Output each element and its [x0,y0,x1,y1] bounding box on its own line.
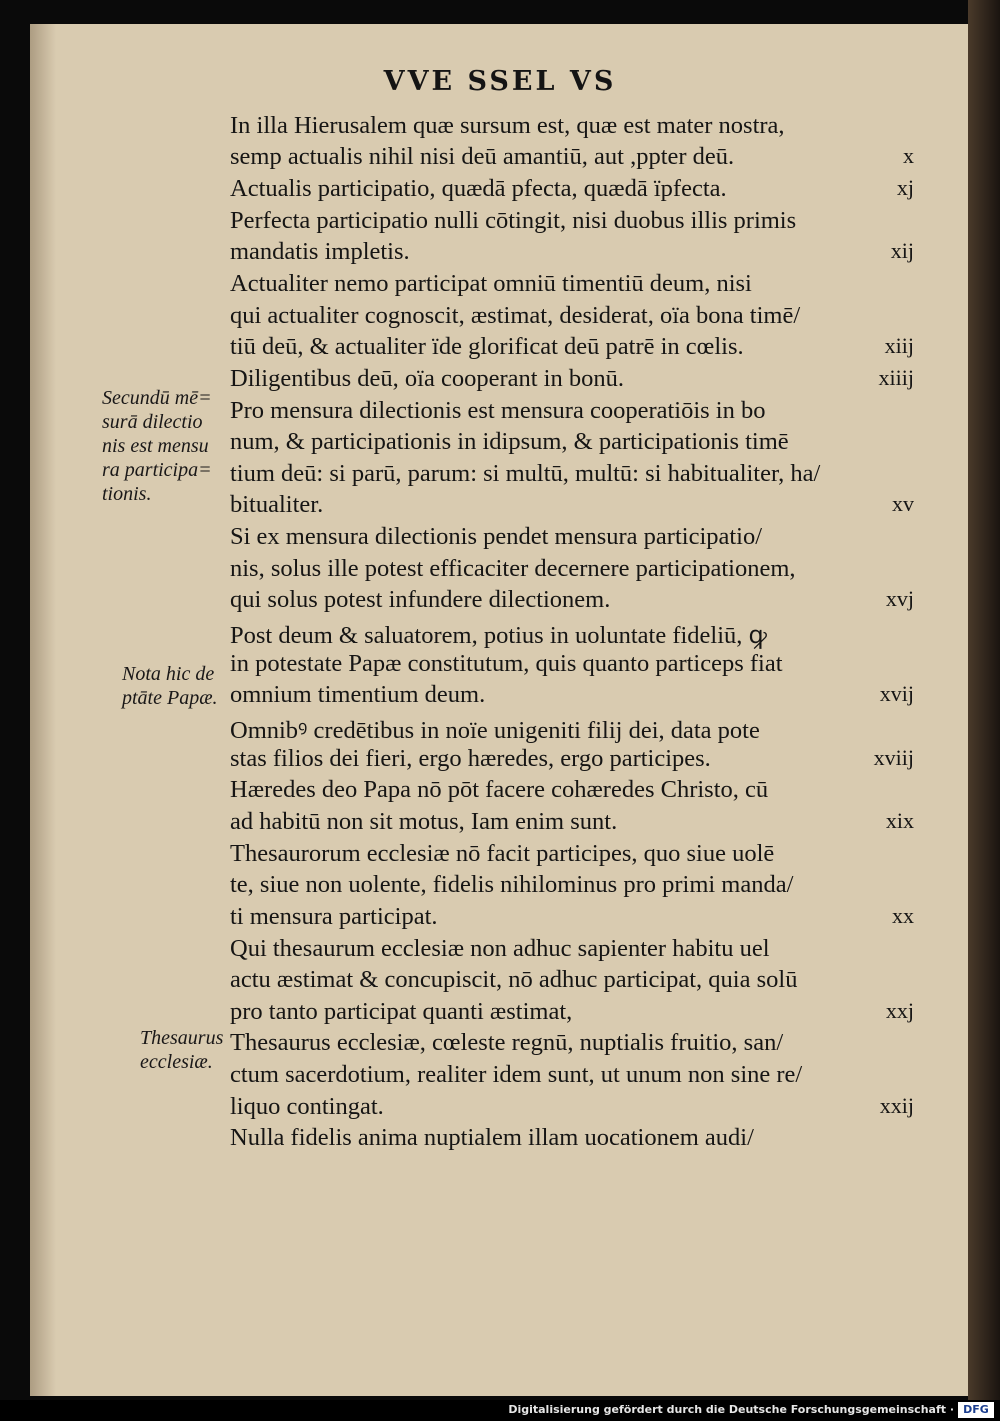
text-line: Thesaurus ecclesiæ, cœleste regnū, nuptialis fruitio, san/ [230,1029,784,1056]
page-gutter-shadow [30,24,56,1396]
text-line: mandatis impletis. xij [230,238,914,265]
text-line: ti mensura participat. xx [230,903,914,930]
text-line: te, siue non uolente, fidelis nihilominus pro primi manda/ [230,871,794,898]
text-line: Nulla fidelis anima nuptialem illam uocationem audi/ [230,1124,754,1151]
margin-note-thesaurus: Thesaurus ecclesiæ. [140,1027,224,1073]
book-spine [968,0,1000,1400]
text-line: Actualiter nemo participat omniū timentiū deum, nisi [230,270,752,297]
text-line: qui solus potest infundere dilectionem. xvj [230,586,914,613]
running-head: VVE SSEL VS [383,66,617,97]
text-line: Actualis participatio, quædā pfecta, quædā ïpfecta. xj [230,175,914,202]
text-line: Post deum & saluatorem, potius in uoluntate fideliū, ꝙ [230,622,767,649]
text-line: Perfecta participatio nulli cōtingit, nisi duobus illis primis [230,207,797,234]
text-line: ad habitū non sit motus, Iam enim sunt. xix [230,808,914,835]
text-line: omnium timentium deum. xvij [230,681,914,708]
text-line: Qui thesaurum ecclesiæ non adhuc sapienter habitu uel [230,935,770,962]
text-line: Thesaurorum ecclesiæ nō facit participes, quo siue uolē [230,840,775,867]
text-line: Pro mensura dilectionis est mensura cooperatiōis in bo [230,397,766,424]
text-line: ctum sacerdotium, realiter idem sunt, ut unum non sine re/ [230,1061,803,1088]
text-line: Omnibꝰ credētibus in noïe unigeniti filij dei, data pote [230,717,760,744]
text-line: stas filios dei fieri, ergo hæredes, ergo participes. xviij [230,745,914,772]
text-line: tiū deū, & actualiter ïde glorificat deū patrē in cœlis. xiij [230,333,914,360]
text-line: pro tanto participat quanti æstimat, xxj [230,998,914,1025]
text-line: qui actualiter cognoscit, æstimat, desiderat, oïa bona timē/ [230,302,801,329]
text-line: In illa Hierusalem quæ sursum est, quæ est mater nostra, [230,112,785,139]
text-line: liquo contingat. xxij [230,1093,914,1120]
text-line: nis, solus ille potest efficaciter decernere participationem, [230,555,796,582]
text-line: in potestate Papæ constitutum, quis quanto particeps fiat [230,650,783,677]
margin-note-papa: Nota hic de ptāte Papæ. [122,663,218,709]
funding-credit: Digitalisierung gefördert durch die Deutsche Forschungsgemeinschaft · [508,1403,954,1416]
text-line: bitualiter. xv [230,491,914,518]
text-line: semp actualis nihil nisi deū amantiū, aut ,ppter deū. x [230,143,914,170]
text-line: Si ex mensura dilectionis pendet mensura participatio/ [230,523,763,550]
text-line: actu æstimat & concupiscit, nō adhuc participat, quia solū [230,966,798,993]
text-line: Hæredes deo Papa nō pōt facere cohæredes Christo, cū [230,776,769,803]
text-line: num, & participationis in idipsum, & participationis timē [230,428,789,455]
dfg-logo: DFG [958,1402,994,1418]
text-line: Diligentibus deū, oïa cooperant in bonū. xiiij [230,365,914,392]
margin-note-dilectio: Secundū mē= surā dilectio nis est mensu ra participa= tionis. [102,387,212,505]
text-line: tium deū: si parū, parum: si multū, multū: si habitualiter, ha/ [230,460,821,487]
